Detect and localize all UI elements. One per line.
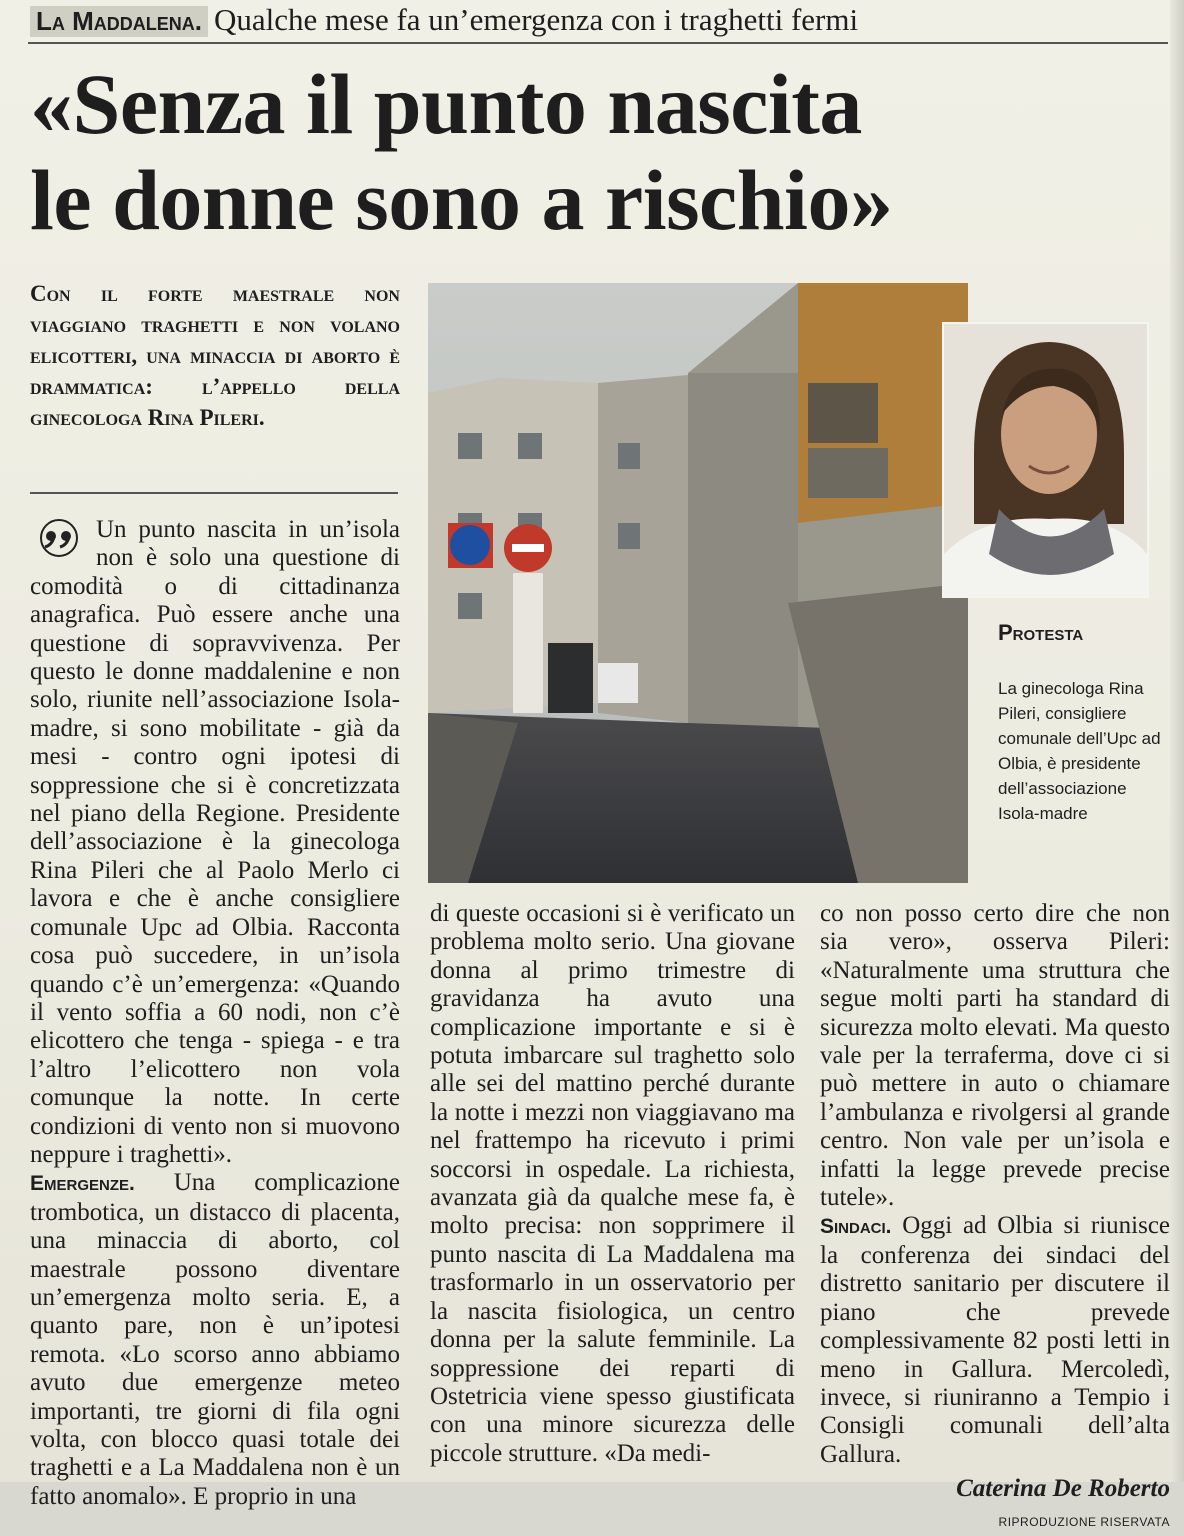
headline-line-1: «Senza il punto nascita — [30, 56, 862, 152]
caption-text: La ginecologa Rina Pileri, consigliere comunale dell’Upc ad Olbia, è presidente dell’associazione Isola-madre — [998, 679, 1161, 823]
kicker-subtitle: Qualche mese fa un’emergenza con i traghetti fermi — [213, 2, 859, 37]
hospital-photo — [428, 283, 968, 883]
column-3-text: co non posso certo dire che non sia vero», osserva Pileri: «Naturalmente uma struttura che segue molti parti ha standard di sicurezza molto elevati. Ma questo vale per la terraferma, dove ci si può mettere in auto o chiamare l’ambulanza e rivolgersi al grande centro. Non vale per un’isola e infatti la legge prevede precise tutele». — [820, 900, 1170, 1212]
quote-mark-icon — [30, 518, 88, 558]
summary: Con il forte maestrale non viaggiano traghetti e non volano elicotteri, una minaccia di aborto è drammatica: l’appello della ginecologa Rina Pileri. — [30, 281, 400, 430]
top-rule — [28, 42, 1168, 44]
section-lead-emergenze: Emergenze. — [30, 1172, 135, 1196]
headline — [30, 56, 1160, 248]
article-column-3 — [820, 900, 1170, 1536]
page-edge-shadow — [1170, 0, 1184, 1482]
summary-rule — [30, 492, 398, 494]
column-2-text: di queste occasioni si è verificato un problema molto serio. Una giovane donna al primo trimestre di gravidanza ha avuto una complicazione importante e si è potuta imbarcare sul traghetto solo alle sei del mattino perché durante la notte i mezzi non viaggiavano ma nel frattempo ha ricevuto i primi soccorsi in ospedale. La richiesta, avanzata già da qualche mese fa, è molto precisa: non sopprimere il punto nascita di La Maddalena ma trasformarlo in un osservatorio per la nascita fisiologica, un centro donna per la salute femminile. La soppressione dei reparti di Ostetricia viene spesso giustificata con una minore sicurezza delle piccole strutture. «Da medi- — [430, 900, 795, 1467]
portrait-photo — [942, 322, 1149, 598]
article-column-1 — [30, 516, 400, 1511]
kicker-place: La Maddalena. — [30, 6, 208, 37]
section-text-sindaci: Oggi ad Olbia si riunisce la conferenza dei sindaci del distretto sanitario per discutere il piano che prevede complessivamente 82 posti letti in meno in Gallura. Mercoledì, invece, si riuniranno a Tempio i Consigli comunali dell’alta Gallura. — [820, 1212, 1171, 1468]
article-column-2 — [430, 900, 795, 1468]
reproduction-notice: RIPRODUZIONE RISERVATA — [998, 1514, 1170, 1529]
headline-line-2: le donne sono a rischio» — [30, 152, 893, 248]
section-lead-sindaci: Sindaci. — [820, 1215, 892, 1239]
opening-paragraph: Un punto nascita in un’isola non è solo una questione di comodità o di cittadinanza anagrafica. Può essere anche una questione di sopravvivenza. Per questo le donne maddalenine e non solo, riunite nell’associazione Isola-madre, si sono mobilitate - già da mesi - contro ogni ipotesi di soppressione che si è concretizzata nel piano della Regione. Presidente dell’associazione è la ginecologa Rina Pileri che al Paolo Merlo ci lavora e che è anche consigliere comunale Upc ad Olbia. Racconta cosa può succedere, in un’isola quando c’è un’emergenza: «Quando il vento soffia a 60 nodi, non c’è elicottero che tenga - spiega - e tra l’altro l’elicottero non vola comunque la notte. In certe condizioni di vento non si muovono neppure i traghetti». — [30, 516, 400, 1168]
byline: Caterina De Roberto — [956, 1475, 1170, 1503]
kicker — [30, 2, 858, 38]
caption-title: Protesta — [998, 620, 1084, 645]
section-text-emergenze: Una complicazione trombotica, un distacco di placenta, una minaccia di aborto, col maestrale possono diventare un’emergenza molto seria. E, a quanto pare, non è un’ipotesi remota. «Lo scorso anno abbiamo avuto due emergenze meteo importanti, tre giorni di fila ogni volta, con blocco quasi totale dei traghetti e a La Maddalena non è un fatto anomalo». E proprio in una — [30, 1169, 400, 1510]
